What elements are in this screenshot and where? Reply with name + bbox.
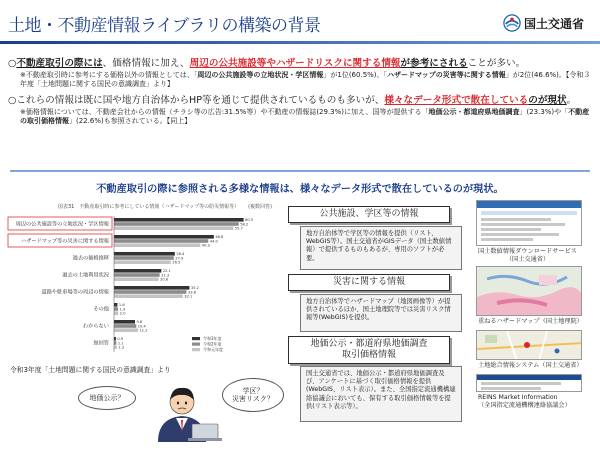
note-1-text-3: 」が2位(46.6%)。【令和３年度「土地問題に関する国民の意識調査」より】 bbox=[20, 70, 591, 89]
bullet-2-text: ○これらの情報は既に国や地方自治体からHP等を通じて提供されているものも多いが、 bbox=[8, 95, 385, 107]
chart-bar bbox=[114, 277, 159, 281]
chart-legend-label: 令和3年度 bbox=[203, 336, 222, 341]
chart-bar bbox=[114, 307, 118, 311]
chart-bar bbox=[114, 345, 117, 349]
chart-value-label: 40.3 bbox=[201, 243, 210, 248]
chart-title: 図表31 不動産取引時に参考にしている情報（ハザードマップ等の防災情報等） bbox=[58, 204, 240, 210]
chart-bar bbox=[114, 290, 186, 294]
page-title: 土地・不動産情報ライブラリの構築の背景 bbox=[8, 16, 321, 36]
person-at-laptop-illustration bbox=[140, 374, 224, 444]
note-1-bold-2: ハザードマップの災害等に関する情報 bbox=[387, 70, 506, 79]
chart-value-label: 27.9 bbox=[175, 256, 184, 261]
panel-disaster-title bbox=[288, 274, 450, 291]
note-1-bold: 周辺の公共施設等の立地状況・学区情報 bbox=[197, 70, 324, 79]
panel-land-price-title bbox=[288, 336, 450, 364]
reins-caption-line-1: REINS Market Information bbox=[478, 394, 558, 401]
screenshot-ksj-download bbox=[476, 200, 582, 246]
chart-category-label: 周辺の公共施設等の立地状況・学区情報 bbox=[15, 221, 109, 228]
chart-bar bbox=[114, 341, 116, 345]
survey-chart bbox=[6, 202, 276, 372]
panel-public-facilities-title bbox=[288, 206, 450, 223]
chart-value-label: 46.6 bbox=[215, 235, 224, 240]
header bbox=[0, 0, 600, 46]
chart-value-label: 10.4 bbox=[137, 324, 146, 329]
panel-1-title-text: 公共施設、学区等の情報 bbox=[319, 209, 419, 220]
bullet-1-tail: ことが多い。 bbox=[467, 58, 526, 69]
note-1-text: ※不動産取引時に参考にする価格以外の情報としては、「 bbox=[20, 70, 198, 79]
note-2-bold-2: 不動産の取引価格情報 bbox=[20, 108, 590, 126]
chart-plot bbox=[6, 212, 276, 362]
chart-bar bbox=[114, 294, 183, 298]
screenshot-ksj-caption bbox=[478, 248, 577, 264]
chart-value-label: 2.0 bbox=[119, 311, 126, 316]
chart-bar bbox=[114, 222, 239, 226]
bullet-1 bbox=[8, 58, 592, 70]
bullet-2 bbox=[8, 95, 592, 107]
screenshot-hazard-map bbox=[476, 266, 582, 316]
bullet-1-red: 周辺の公共施設等やハザードリスクに関する情報 bbox=[189, 58, 401, 69]
chart-value-label: 28.4 bbox=[176, 252, 185, 257]
chart-bar bbox=[114, 328, 138, 332]
chart-legend-swatch bbox=[192, 343, 200, 346]
chart-value-label: 11.2 bbox=[139, 328, 148, 333]
bullet-mark: ○ bbox=[8, 58, 17, 69]
panel-3-title-line-1: 地価公示・都道府県地価調査 bbox=[310, 339, 428, 350]
chart-legend-swatch bbox=[192, 337, 200, 340]
bullet-1-emphasis: 不動産取引の際には bbox=[16, 58, 103, 69]
mlit-logo-icon bbox=[503, 14, 521, 32]
chart-legend-swatch bbox=[192, 348, 200, 351]
chart-bar bbox=[114, 218, 244, 222]
chart-value-label: 26.5 bbox=[172, 260, 181, 265]
chart-bar bbox=[114, 286, 189, 290]
chart-value-label: 1.6 bbox=[118, 303, 125, 308]
chart-value-label: 33.8 bbox=[187, 290, 196, 295]
bubble-left-text: 地価公示？ bbox=[89, 393, 125, 402]
chart-category-label: わからない bbox=[83, 323, 109, 330]
screenshot-hazard-caption: 重ねるハザードマップ（国土地理院） bbox=[478, 318, 583, 325]
bullet-2-red: 様々なデータ形式で散在している bbox=[384, 95, 529, 107]
title-underline bbox=[0, 41, 600, 44]
speech-bubble-right bbox=[222, 378, 284, 412]
chart-bar bbox=[114, 252, 175, 256]
mlit-logo bbox=[503, 13, 584, 33]
ksj-caption-line-1: 国土数値情報ダウンロードサービス bbox=[478, 248, 577, 255]
chart-bar bbox=[114, 311, 118, 315]
screenshot-reins bbox=[476, 374, 582, 392]
note-2-bold: 地価公示・都道府県地価調査 bbox=[428, 108, 520, 117]
chart-value-label: 44.0 bbox=[209, 239, 218, 244]
speech-bubble-left bbox=[78, 386, 136, 410]
chart-bar bbox=[114, 320, 135, 324]
panel-land-price-body: 国土交通省では、地価公示・都道府県地価調査及び、アンケートに基づく取引価格情報を提供(WebGIS、リスト表示）。また、全国指定流通機構連絡協議会においても、保有する取引価格情報等を提供(リスト表示等）。 bbox=[300, 366, 462, 422]
chart-value-label: 9.8 bbox=[136, 320, 143, 325]
screenshot-land-info-caption: 土地総合情報システム（国土交通省） bbox=[478, 362, 583, 369]
chart-value-label: 58.2 bbox=[240, 222, 249, 227]
chart-value-label: 20.8 bbox=[160, 277, 169, 282]
panel-disaster-body: 地方自治体等でハザードマップ（地図画像等）が提供されているほか、国土地理院等では災害リスク情報等(WebGIS)を提供。 bbox=[300, 294, 462, 332]
chart-bar bbox=[114, 243, 200, 247]
chart-category-label: 過去の土地利用状況 bbox=[62, 272, 109, 279]
note-2-text-3: 」(22.6%)も参照されている。【同上】 bbox=[69, 117, 192, 126]
chart-bar bbox=[114, 324, 136, 328]
chart-bar bbox=[114, 269, 161, 273]
chart-legend-label: 令和元年度 bbox=[203, 347, 223, 352]
chart-value-label: 35.2 bbox=[190, 286, 199, 291]
chart-category-label: 無回答 bbox=[93, 340, 109, 347]
chart-value-label: 1.3 bbox=[118, 345, 125, 350]
chart-unit: (複数回答) bbox=[248, 204, 272, 210]
panel-public-facilities-body: 地方自治体等で学区等の情報を提供（リスト、WebGIS等）。国土交通省がGISデータ（国土数値情報）で提供するものもあるが、専用のソフトが必要。 bbox=[300, 226, 462, 270]
bubble-right-text-1: 学区？ bbox=[242, 386, 264, 395]
section-divider bbox=[10, 170, 590, 172]
chart-value-label: 1.1 bbox=[117, 341, 124, 346]
chart-value-label: 0.9 bbox=[117, 337, 124, 342]
intro-section bbox=[8, 58, 592, 126]
chart-value-label: 32.1 bbox=[184, 294, 193, 299]
chart-source: 令和3年度「土地問題に関する国民の意識調査」より bbox=[10, 366, 171, 374]
chart-bar bbox=[114, 303, 117, 307]
screenshot-land-info-system bbox=[476, 330, 582, 360]
chart-bar bbox=[114, 226, 233, 230]
note-1 bbox=[20, 71, 592, 89]
chart-bar bbox=[114, 337, 116, 341]
chart-bar bbox=[114, 260, 171, 264]
reins-caption-line-2: （全国指定流通機構連絡協議会） bbox=[478, 401, 571, 409]
chart-value-label: 22.1 bbox=[162, 269, 171, 274]
bullet-2-emphasis: のが現状 bbox=[528, 95, 567, 107]
bullet-2-tail: 。 bbox=[566, 95, 577, 107]
chart-category-label: 過去の価格推移 bbox=[72, 255, 109, 262]
chart-value-label: 21.3 bbox=[161, 273, 170, 278]
chart-category-label: 道路や駐車場等の周辺の情報 bbox=[41, 289, 109, 296]
panel-3-title-line-2: 取引価格情報 bbox=[341, 350, 396, 360]
bullet-1-text: 、価格情報に加え、 bbox=[102, 58, 190, 69]
note-2-text-2: 」(23.3%)や「 bbox=[519, 108, 569, 117]
chart-bar bbox=[114, 239, 208, 243]
chart-value-label: 60.5 bbox=[245, 218, 254, 223]
note-2-text: ※価格情報については、不動産会社からの情報（チラシ等の広告:31.5%等）や不動産の情報誌(29.3%)に加え、国等が提供する「 bbox=[20, 108, 429, 117]
chart-value-label: 55.7 bbox=[234, 226, 243, 231]
screenshot-reins-caption bbox=[478, 394, 571, 410]
bullet-1-emphasis-2: が参考にされる bbox=[400, 58, 468, 69]
chart-value-label: 1.9 bbox=[119, 307, 126, 312]
chart-bar bbox=[114, 256, 174, 260]
section-subheading: 不動産取引の際に参照される多様な情報は、様々なデータ形式で散在しているのが現状。 bbox=[96, 184, 504, 195]
note-1-text-2: 」が1位(60.5%)、「 bbox=[323, 70, 388, 79]
bubble-right-text-2: 災害リスク？ bbox=[232, 395, 274, 403]
panel-2-title-text: 災害に関する情報 bbox=[332, 277, 405, 288]
chart-bar bbox=[114, 235, 214, 239]
logo-text: 国土交通省 bbox=[524, 16, 585, 31]
chart-category-label: その他 bbox=[93, 306, 109, 313]
chart-category-label: ハザードマップ等の災害に関する情報 bbox=[21, 238, 109, 245]
chart-bar bbox=[114, 273, 160, 277]
chart-legend-label: 令和2年度 bbox=[203, 341, 222, 347]
note-2 bbox=[20, 108, 592, 126]
ksj-caption-line-2: （国土交通省） bbox=[505, 255, 550, 263]
